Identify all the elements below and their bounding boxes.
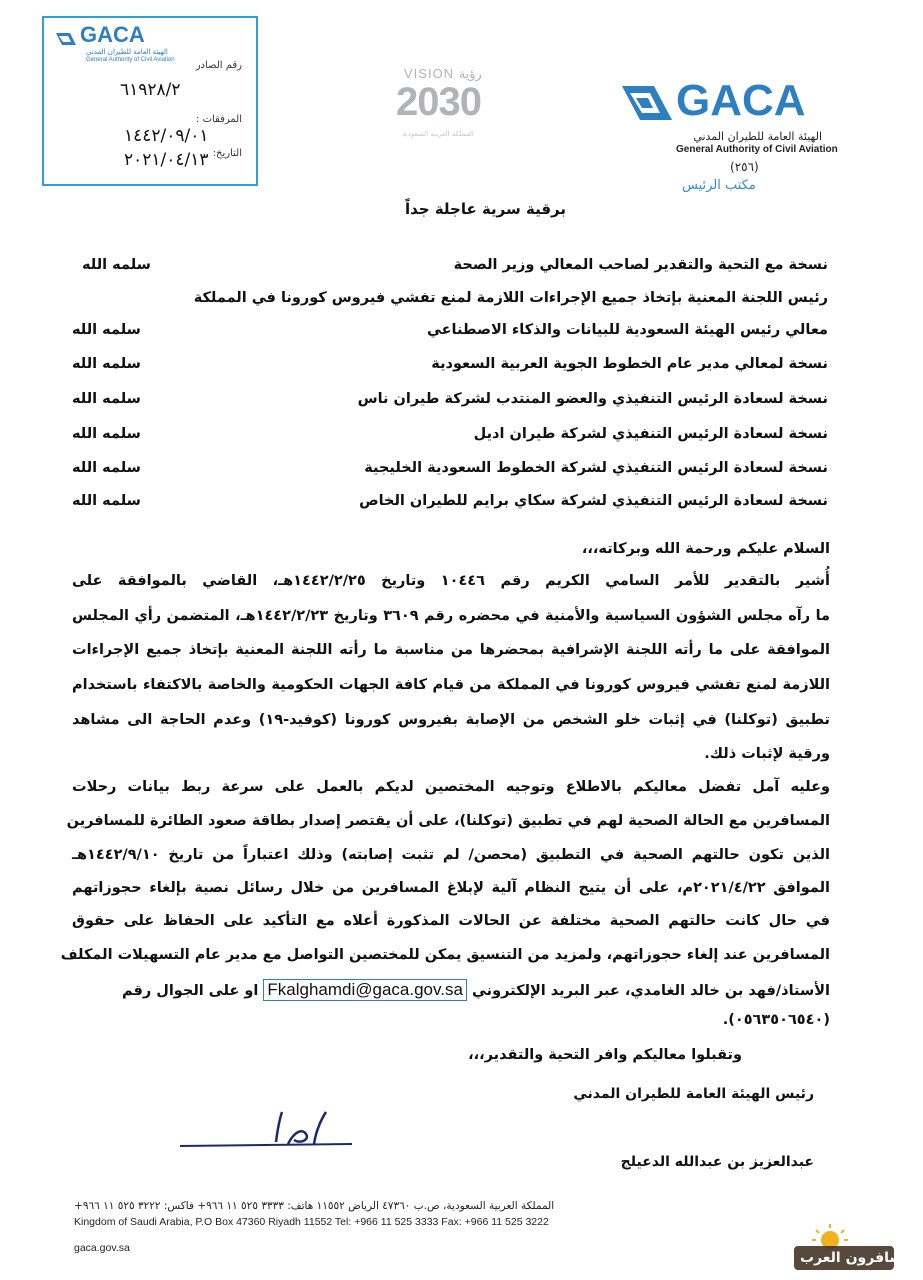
addressee-line: نسخة لسعادة الرئيس التنفيذي لشركة طيران اديل <box>473 426 828 442</box>
paragraph-line: الموافقة على ما رأته اللجنة الإشرافية بمحضرها من مناسبة ما رأته اللجنة المعنية بإتخاذ جميع الإجراءات <box>72 642 830 658</box>
addressee-line: معالي رئيس الهيئة السعودية للبيانات والذكاء الاصطناعي <box>426 322 828 338</box>
signatory-title: رئيس الهيئة العامة للطيران المدني <box>573 1086 814 1102</box>
paragraph-line: ما رآه مجلس الشؤون السياسية والأمنية في محضره رقم ٣٦٠٩ وتاريخ ١٤٤٢/٢/٢٣هـ، المتضمن رأي المجلس <box>72 608 830 624</box>
addressee-greeting: سلمه الله <box>72 493 141 509</box>
stamp-logo-text: GACA <box>80 22 145 47</box>
office-label: مكتب الرئيس <box>682 178 756 193</box>
date-gregorian: ٢٠٢١/٠٤/١٣ <box>124 150 209 170</box>
email-link[interactable]: Fkalghamdi@gaca.gov.sa <box>263 979 467 1001</box>
addressee-line: نسخة لسعادة الرئيس التنفيذي لشركة الخطوط السعودية الخليجية <box>364 460 828 476</box>
signature-mark <box>176 1104 356 1154</box>
gaca-emblem-icon <box>620 80 674 122</box>
paragraph-line: وعليه آمل تفضل معاليكم بالاطلاع وتوجيه المختصين لديكم بالعمل على سرعة ربط بيانات رحلات <box>72 779 830 795</box>
paragraph-line: المسافرين مع الحالة الصحية لهم في تطبيق (توكلنا)، على أن يقتصر إصدار بطاقة صعود الطائرة للمسافرين <box>66 813 830 829</box>
closing: وتقبلوا معاليكم وافر التحية والتقدير،،، <box>468 1047 742 1063</box>
gaca-emblem-icon <box>54 25 78 49</box>
vision-title: VISION رؤية <box>404 66 482 81</box>
reference-stamp <box>42 16 258 186</box>
classification: برقية سرية عاجلة جداً <box>404 200 566 218</box>
footer-address-en: Kingdom of Saudi Arabia, P.O Box 47360 Riyadh 11552 Tel: +966 11 525 3333 Fax: +966 11 525 3222 <box>74 1216 549 1228</box>
paragraph-line: تطبيق (توكلنا) في إثبات خلو الشخص من الإصابة بفيروس كورونا (كوفيد-١٩) وعدم الحاجة الى مشاهد <box>72 712 830 728</box>
addressee-greeting: سلمه الله <box>82 257 151 273</box>
salutation: السلام عليكم ورحمة الله وبركاته،،، <box>581 541 830 557</box>
addressee-greeting: سلمه الله <box>72 322 141 338</box>
vision-year: 2030 <box>396 80 481 124</box>
vision-sub: المملكة العربية السعودية <box>402 130 474 138</box>
ref-value: ٦١٩٢٨/٢ <box>120 80 181 100</box>
footer-address-ar: المملكة العربية السعودية، ص.ب ٤٧٣٦٠ الرياض ١١٥٥٢ هاتف: ٣٣٣٣ ٥٢٥ ١١ ٩٦٦+ فاكس: ٣٢٢٢ ٥٢٥ ١١ ٩٦٦+ <box>74 1200 555 1212</box>
gaca-wordmark: GACA <box>676 76 806 125</box>
paragraph-line: أُشير بالتقدير للأمر السامي الكريم رقم ١٠٤٤٦ وتاريخ ١٤٤٢/٢/٢٥هـ، القاضي بالموافقة على <box>72 573 830 589</box>
stamp-org-ar: الهيئة العامة للطيران المدني <box>86 48 168 56</box>
date-label: التاريخ: <box>212 148 242 159</box>
ref-label: رقم الصادر <box>195 60 242 71</box>
attachments-label: المرفقات : <box>196 114 242 125</box>
contact-line <box>122 979 830 1001</box>
org-name-ar: الهيئة العامة للطيران المدني <box>693 130 822 143</box>
date-hijri: ١٤٤٢/٠٩/٠١ <box>124 126 209 146</box>
addressee-line: نسخة لسعادة الرئيس التنفيذي والعضو المنتدب لشركة طيران ناس <box>357 391 828 407</box>
addressee-greeting: سلمه الله <box>72 460 141 476</box>
org-name-en: General Authority of Civil Aviation <box>676 144 838 155</box>
signatory-name: عبدالعزيز بن عبدالله الدعيلج <box>620 1154 814 1170</box>
addressee-greeting: سلمه الله <box>72 391 141 407</box>
watermark-logo <box>792 1216 923 1272</box>
paragraph-line: في حال كانت حالتهم الصحية مختلفة عن الحالات المذكورة أعلاه مع التأكيد على الحفاظ على حقوق <box>72 913 830 929</box>
footer-website[interactable]: gaca.gov.sa <box>74 1242 130 1254</box>
paragraph-line: اللازمة لمنع تفشي فيروس كورونا في المملكة من قيام كافة الجهات الحكومية والخاصة بالاكتفاء باستخدام <box>72 677 830 693</box>
paragraph-line: المسافرين عند إلغاء حجوزاتهم، ولمزيد من التنسيق يمكن للمختصين التواصل مع مدير عام التسهيلات المكلف <box>60 947 830 963</box>
vision-2030-logo <box>396 66 518 158</box>
paragraph-line: ورقية لإثبات ذلك. <box>704 746 830 762</box>
addressee-line: نسخة لمعالي مدير عام الخطوط الجوية العربية السعودية <box>431 356 828 372</box>
org-code: (٢٥٦) <box>730 160 759 174</box>
addressee-greeting: سلمه الله <box>72 356 141 372</box>
paragraph-line: الموافق ٢٠٢١/٤/٢٢م، على أن يتيح النظام آلية لإبلاغ المسافرين من خلال رسائل نصية بإلغاء حجوزاتهم <box>72 880 830 896</box>
paragraph-line: الذين تكون حالتهم الصحية في التطبيق (محصن/ لم تثبت إصابته) وذلك اعتباراً من تاريخ ١٤٤٢/٩/١٠هـ <box>72 847 830 863</box>
stamp-gaca-logo <box>54 22 174 62</box>
phone-number: (٠٥٦٣٥٠٦٥٤٠). <box>722 1012 830 1028</box>
addressee-line: نسخة مع التحية والتقدير لصاحب المعالي وزير الصحة <box>453 257 828 273</box>
addressee-greeting: سلمه الله <box>72 426 141 442</box>
contact-suffix: او على الجوال رقم <box>121 983 259 999</box>
stamp-org-en: General Authority of Civil Aviation <box>86 57 175 63</box>
addressee-line: رئيس اللجنة المعنية بإتخاذ جميع الإجراءات اللازمة لمنع تفشي فيروس كورونا في المملكة <box>193 290 828 306</box>
contact-prefix: الأستاذ/فهد بن خالد الغامدي، عبر البريد الإلكتروني <box>472 983 830 999</box>
addressee-line: نسخة لسعادة الرئيس التنفيذي لشركة سكاي برايم للطيران الخاص <box>359 493 828 509</box>
watermark-text: المسافرون العرب <box>800 1250 923 1266</box>
